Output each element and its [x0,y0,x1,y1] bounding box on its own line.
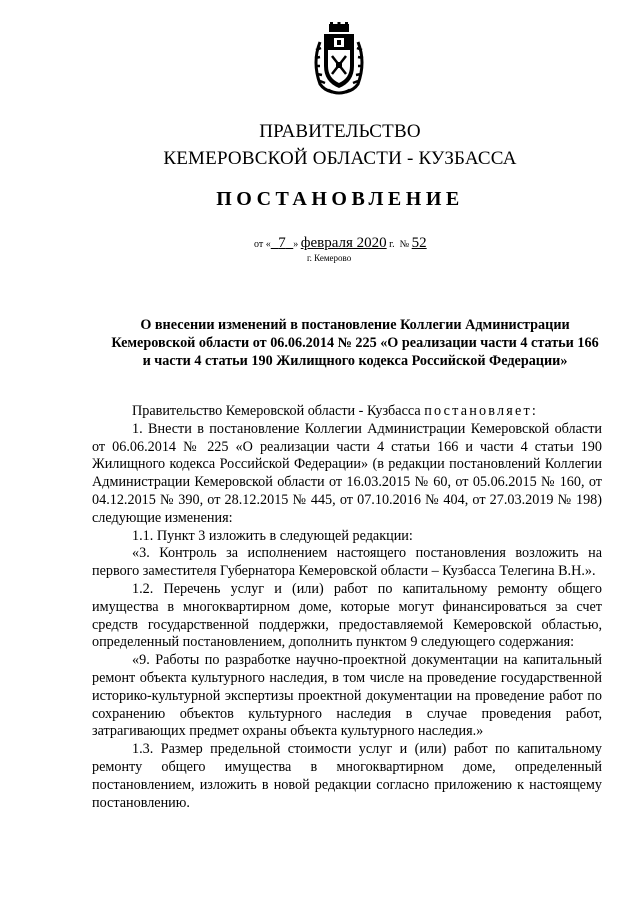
date-mid: » [293,239,299,250]
document-city: г. Кемерово [307,253,352,263]
body-paragraph-1: 1. Внести в постановление Коллегии Администрации Кемеровской области от 06.06.2014 № 225 «О реализации части 4 статьи 166 и части 4 статьи 190 Жилищного кодекса Российской Федерации» (в редакции постановлений Коллегии Администрации Кемеровской области от 16.03.2015 № 60, от 05.06.2015 № 160, от 04.12.2015 № 390, от 28.12.2015 № 445, от 07.10.2016 № 404, от 27.03.2019 № 198) следующие изменения: [92,420,602,526]
number-prefix: № [399,239,410,250]
document-body [92,403,602,812]
body-paragraph-1-3: 1.3. Размер предельной стоимости услуг и (или) работ по капитальному ремонту общего имущества в многоквартирном доме, определенный постановлением, изложить в новой редакции согласно приложению к настоящему постановлению. [92,741,602,811]
government-title-line1: ПРАВИТЕЛЬСТВО [259,121,421,142]
body-quote-9: «9. Работы по разработке научно-проектной документации на капитальный ремонт объекта культурного наследия, в том числе на проведение государственной историко-культурной экспертизы проектной документации на проведение работ по сохранению объектов культурного наследия в случае проведения работ, затрагивающих предмет охраны объекта культурного наследия.» [92,652,602,740]
date-year-suffix: г. [389,239,395,250]
document-subject: О внесении изменений в постановление Коллегии Администрации Кемеровской области от 06.06.2014 № 225 «О реализации части 4 статьи 166 и части 4 статьи 190 Жилищного кодекса Российской Федерации» [111,317,599,369]
document-number: 52 [411,235,427,251]
government-title-line2: КЕМЕРОВСКОЙ ОБЛАСТИ - КУЗБАССА [163,148,517,169]
coat-of-arms-icon [310,22,368,96]
date-month-year: февраля 2020 [300,235,387,251]
body-paragraph-1-2: 1.2. Перечень услуг и (или) работ по капитальному ремонту общего имущества в многоквартирном доме, которые могут финансироваться за счет средств государственной поддержки, предоставляемой Кемеровской областью, определенный постановлением, дополнить пунктом 9 следующего содержания: [92,580,602,651]
body-intro: Правительство Кемеровской области - Кузбасса постановляет: [132,403,539,419]
body-paragraph-1-1: 1.1. Пункт 3 изложить в следующей редакции: [132,527,413,544]
date-prefix: от « [254,239,271,250]
date-day: 7 [278,235,286,251]
document-type-heading: ПОСТАНОВЛЕНИЕ [216,188,464,210]
body-quote-3: «3. Контроль за исполнением настоящего постановления возложить на первого заместителя Губернатора Кемеровской области – Кузбасса Телегина В.Н.». [92,545,602,580]
document-date-number [254,234,427,254]
